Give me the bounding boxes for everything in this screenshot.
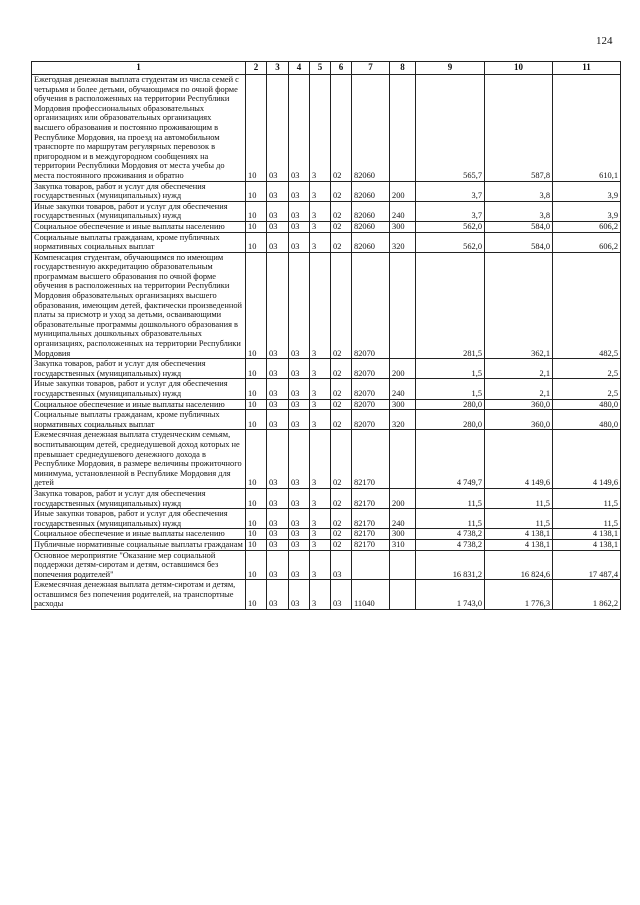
- col-header: 11: [553, 62, 621, 75]
- code-program: 03: [289, 539, 310, 550]
- amount-year-3: 480,0: [553, 399, 621, 410]
- code-program: 03: [289, 379, 310, 399]
- amount-year-1: 562,0: [416, 232, 485, 252]
- table-row: [32, 410, 621, 430]
- code-program: 03: [289, 488, 310, 508]
- amount-year-2: 584,0: [485, 221, 553, 232]
- code-section: 10: [246, 550, 267, 580]
- code-activity: 02: [331, 539, 352, 550]
- table-body: [32, 75, 621, 610]
- code-subprogram: 3: [310, 550, 331, 580]
- amount-year-2: 3,8: [485, 181, 553, 201]
- code-expense-type: 200: [390, 488, 416, 508]
- code-section: 10: [246, 181, 267, 201]
- code-expense-type: 200: [390, 181, 416, 201]
- code-subsection: 03: [267, 488, 289, 508]
- code-target: 82170: [352, 488, 390, 508]
- row-label: Социальные выплаты гражданам, кроме публичных нормативных социальных выплат: [32, 410, 246, 430]
- code-expense-type: 300: [390, 221, 416, 232]
- code-subprogram: 3: [310, 379, 331, 399]
- code-subprogram: 3: [310, 252, 331, 359]
- budget-table: [31, 61, 621, 610]
- code-expense-type: 320: [390, 232, 416, 252]
- code-subsection: 03: [267, 252, 289, 359]
- amount-year-2: 360,0: [485, 399, 553, 410]
- amount-year-1: 3,7: [416, 201, 485, 221]
- code-expense-type: 300: [390, 399, 416, 410]
- code-subprogram: 3: [310, 359, 331, 379]
- code-subprogram: 3: [310, 529, 331, 540]
- row-label: Социальное обеспечение и иные выплаты населению: [32, 529, 246, 540]
- amount-year-2: 362,1: [485, 252, 553, 359]
- row-label: Закупка товаров, работ и услуг для обеспечения государственных (муниципальных) нужд: [32, 359, 246, 379]
- amount-year-1: 1,5: [416, 379, 485, 399]
- code-activity: 02: [331, 379, 352, 399]
- table-row: [32, 539, 621, 550]
- table-row: [32, 529, 621, 540]
- code-subprogram: 3: [310, 181, 331, 201]
- code-subsection: 03: [267, 550, 289, 580]
- code-subprogram: 3: [310, 201, 331, 221]
- page-number: 124: [596, 35, 613, 47]
- code-section: 10: [246, 488, 267, 508]
- amount-year-1: 11,5: [416, 488, 485, 508]
- code-program: 03: [289, 359, 310, 379]
- table-row: [32, 232, 621, 252]
- amount-year-1: 1,5: [416, 359, 485, 379]
- amount-year-3: 2,5: [553, 359, 621, 379]
- row-label: Социальное обеспечение и иные выплаты населению: [32, 399, 246, 410]
- code-subprogram: 3: [310, 509, 331, 529]
- code-subsection: 03: [267, 509, 289, 529]
- amount-year-3: 482,5: [553, 252, 621, 359]
- row-label: Публичные нормативные социальные выплаты гражданам: [32, 539, 246, 550]
- code-program: 03: [289, 509, 310, 529]
- code-target: 82070: [352, 379, 390, 399]
- code-activity: 02: [331, 399, 352, 410]
- amount-year-3: 4 138,1: [553, 529, 621, 540]
- code-subprogram: 3: [310, 232, 331, 252]
- row-label: Ежемесячная денежная выплата детям-сиротам и детям, оставшимся без попечения родителей, на транспортные расходы: [32, 580, 246, 610]
- amount-year-2: 587,8: [485, 75, 553, 182]
- code-expense-type: [390, 252, 416, 359]
- amount-year-2: 3,8: [485, 201, 553, 221]
- amount-year-2: 2,1: [485, 379, 553, 399]
- table-row: [32, 550, 621, 580]
- code-program: 03: [289, 410, 310, 430]
- row-label: Социальное обеспечение и иные выплаты населению: [32, 221, 246, 232]
- code-activity: 02: [331, 201, 352, 221]
- amount-year-1: 565,7: [416, 75, 485, 182]
- col-header: 7: [352, 62, 390, 75]
- row-label: Иные закупки товаров, работ и услуг для обеспечения государственных (муниципальных) нужд: [32, 201, 246, 221]
- amount-year-3: 2,5: [553, 379, 621, 399]
- code-expense-type: 300: [390, 529, 416, 540]
- row-label: Закупка товаров, работ и услуг для обеспечения государственных (муниципальных) нужд: [32, 488, 246, 508]
- amount-year-3: 4 138,1: [553, 539, 621, 550]
- code-subsection: 03: [267, 232, 289, 252]
- table-row: [32, 379, 621, 399]
- amount-year-1: 4 738,2: [416, 539, 485, 550]
- code-expense-type: [390, 550, 416, 580]
- col-header: 2: [246, 62, 267, 75]
- code-program: 03: [289, 430, 310, 489]
- col-header: 8: [390, 62, 416, 75]
- col-header: 6: [331, 62, 352, 75]
- col-header: 1: [32, 62, 246, 75]
- code-activity: 02: [331, 410, 352, 430]
- code-subprogram: 3: [310, 399, 331, 410]
- amount-year-3: 3,9: [553, 201, 621, 221]
- amount-year-1: 1 743,0: [416, 580, 485, 610]
- amount-year-3: 3,9: [553, 181, 621, 201]
- amount-year-3: 610,1: [553, 75, 621, 182]
- code-subprogram: 3: [310, 539, 331, 550]
- amount-year-2: 1 776,3: [485, 580, 553, 610]
- code-target: [352, 550, 390, 580]
- code-activity: 03: [331, 580, 352, 610]
- code-subsection: 03: [267, 410, 289, 430]
- code-program: 03: [289, 201, 310, 221]
- code-subsection: 03: [267, 379, 289, 399]
- code-target: 82070: [352, 359, 390, 379]
- amount-year-2: 11,5: [485, 488, 553, 508]
- amount-year-3: 606,2: [553, 232, 621, 252]
- code-target: 82170: [352, 430, 390, 489]
- amount-year-1: 280,0: [416, 410, 485, 430]
- code-activity: 02: [331, 529, 352, 540]
- code-activity: 03: [331, 550, 352, 580]
- amount-year-3: 17 487,4: [553, 550, 621, 580]
- code-expense-type: [390, 580, 416, 610]
- code-expense-type: [390, 430, 416, 489]
- code-target: 82070: [352, 410, 390, 430]
- code-section: 10: [246, 399, 267, 410]
- col-header: 9: [416, 62, 485, 75]
- amount-year-2: 4 149,6: [485, 430, 553, 489]
- code-program: 03: [289, 232, 310, 252]
- code-subprogram: 3: [310, 488, 331, 508]
- code-expense-type: [390, 75, 416, 182]
- code-subsection: 03: [267, 181, 289, 201]
- code-section: 10: [246, 430, 267, 489]
- table-row: [32, 252, 621, 359]
- code-target: 82060: [352, 181, 390, 201]
- code-program: 03: [289, 252, 310, 359]
- code-program: 03: [289, 75, 310, 182]
- code-expense-type: 320: [390, 410, 416, 430]
- code-subsection: 03: [267, 580, 289, 610]
- code-subsection: 03: [267, 529, 289, 540]
- code-program: 03: [289, 181, 310, 201]
- amount-year-2: 2,1: [485, 359, 553, 379]
- amount-year-2: 16 824,6: [485, 550, 553, 580]
- amount-year-1: 11,5: [416, 509, 485, 529]
- table-row: [32, 75, 621, 182]
- code-expense-type: 240: [390, 201, 416, 221]
- table-row: [32, 399, 621, 410]
- code-program: 03: [289, 529, 310, 540]
- code-expense-type: 240: [390, 509, 416, 529]
- code-subprogram: 3: [310, 75, 331, 182]
- code-program: 03: [289, 221, 310, 232]
- amount-year-1: 4 738,2: [416, 529, 485, 540]
- code-section: 10: [246, 221, 267, 232]
- amount-year-2: 584,0: [485, 232, 553, 252]
- code-target: 82060: [352, 232, 390, 252]
- code-target: 82060: [352, 201, 390, 221]
- code-subprogram: 3: [310, 430, 331, 489]
- row-label: Иные закупки товаров, работ и услуг для обеспечения государственных (муниципальных) нужд: [32, 509, 246, 529]
- col-header: 10: [485, 62, 553, 75]
- amount-year-2: 4 138,1: [485, 529, 553, 540]
- amount-year-1: 281,5: [416, 252, 485, 359]
- amount-year-2: 11,5: [485, 509, 553, 529]
- table-row: [32, 430, 621, 489]
- amount-year-2: 360,0: [485, 410, 553, 430]
- col-header: 5: [310, 62, 331, 75]
- code-section: 10: [246, 379, 267, 399]
- code-section: 10: [246, 580, 267, 610]
- row-label: Социальные выплаты гражданам, кроме публичных нормативных социальных выплат: [32, 232, 246, 252]
- amount-year-1: 3,7: [416, 181, 485, 201]
- code-section: 10: [246, 410, 267, 430]
- code-subprogram: 3: [310, 580, 331, 610]
- col-header: 3: [267, 62, 289, 75]
- code-subsection: 03: [267, 201, 289, 221]
- code-activity: 02: [331, 232, 352, 252]
- row-label: Основное мероприятие "Оказание мер социальной поддержки детям-сиротам и детям, оставшимся без попечения родителей": [32, 550, 246, 580]
- code-activity: 02: [331, 252, 352, 359]
- header-row: [32, 62, 621, 75]
- code-activity: 02: [331, 75, 352, 182]
- code-subsection: 03: [267, 539, 289, 550]
- amount-year-3: 1 862,2: [553, 580, 621, 610]
- code-target: 82070: [352, 252, 390, 359]
- row-label: Ежемесячная денежная выплата студенческим семьям, воспитывающим детей, среднедушевой доход которых не превышает среднедушевого денежного дохода в Республике Мордовия, в размере величины прожиточного минимума, установленной в Республике Мордовия для детей: [32, 430, 246, 489]
- code-activity: 02: [331, 181, 352, 201]
- amount-year-1: 16 831,2: [416, 550, 485, 580]
- code-expense-type: 310: [390, 539, 416, 550]
- code-program: 03: [289, 580, 310, 610]
- table-row: [32, 181, 621, 201]
- amount-year-1: 4 749,7: [416, 430, 485, 489]
- table-row: [32, 221, 621, 232]
- code-subsection: 03: [267, 399, 289, 410]
- table-row: [32, 509, 621, 529]
- amount-year-3: 480,0: [553, 410, 621, 430]
- code-subsection: 03: [267, 359, 289, 379]
- row-label: Закупка товаров, работ и услуг для обеспечения государственных (муниципальных) нужд: [32, 181, 246, 201]
- amount-year-3: 4 149,6: [553, 430, 621, 489]
- code-activity: 02: [331, 430, 352, 489]
- amount-year-1: 280,0: [416, 399, 485, 410]
- code-section: 10: [246, 529, 267, 540]
- code-subsection: 03: [267, 75, 289, 182]
- row-label: Ежегодная денежная выплата студентам из числа семей с четырьмя и более детьми, обучающимся по очной форме обучения в расположенных на территории Республики Мордовия профессиональных образовательных организациях или образовательных организациях высшего образования и постоянно проживающим в Республике Мордовия, на проезд на автомобильном транспорте по маршрутам регулярных перевозок в пригородном и в междугородном сообщениях на территории Республики Мордовия от места учебы до места постоянного проживания и обратно: [32, 75, 246, 182]
- col-header: 4: [289, 62, 310, 75]
- code-expense-type: 200: [390, 359, 416, 379]
- code-target: 11040: [352, 580, 390, 610]
- code-target: 82170: [352, 539, 390, 550]
- amount-year-3: 11,5: [553, 509, 621, 529]
- code-activity: 02: [331, 221, 352, 232]
- amount-year-3: 606,2: [553, 221, 621, 232]
- table-row: [32, 201, 621, 221]
- code-subprogram: 3: [310, 410, 331, 430]
- code-target: 82070: [352, 399, 390, 410]
- code-section: 10: [246, 201, 267, 221]
- code-target: 82170: [352, 509, 390, 529]
- code-subsection: 03: [267, 430, 289, 489]
- row-label: Компенсация студентам, обучающимся по имеющим государственную аккредитацию образовательным программам высшего образования по очной форме обучения в расположенных на территории Республики Мордовия образовательных организациях высшего образования, имеющим детей, фактически произведенной платы за присмотр и уход за детьми, осваивающими образовательные программы дошкольного образования в муниципальных дошкольных образовательных организациях, расположенных на территории Республики Мордовия: [32, 252, 246, 359]
- amount-year-2: 4 138,1: [485, 539, 553, 550]
- code-activity: 02: [331, 509, 352, 529]
- amount-year-3: 11,5: [553, 488, 621, 508]
- code-section: 10: [246, 75, 267, 182]
- table-row: [32, 580, 621, 610]
- row-label: Иные закупки товаров, работ и услуг для обеспечения государственных (муниципальных) нужд: [32, 379, 246, 399]
- code-section: 10: [246, 252, 267, 359]
- code-target: 82060: [352, 221, 390, 232]
- code-subprogram: 3: [310, 221, 331, 232]
- code-activity: 02: [331, 488, 352, 508]
- code-subsection: 03: [267, 221, 289, 232]
- code-section: 10: [246, 539, 267, 550]
- code-section: 10: [246, 509, 267, 529]
- table-row: [32, 359, 621, 379]
- code-section: 10: [246, 359, 267, 379]
- code-expense-type: 240: [390, 379, 416, 399]
- code-activity: 02: [331, 359, 352, 379]
- table-row: [32, 488, 621, 508]
- code-target: 82060: [352, 75, 390, 182]
- code-target: 82170: [352, 529, 390, 540]
- code-program: 03: [289, 550, 310, 580]
- amount-year-1: 562,0: [416, 221, 485, 232]
- code-section: 10: [246, 232, 267, 252]
- code-program: 03: [289, 399, 310, 410]
